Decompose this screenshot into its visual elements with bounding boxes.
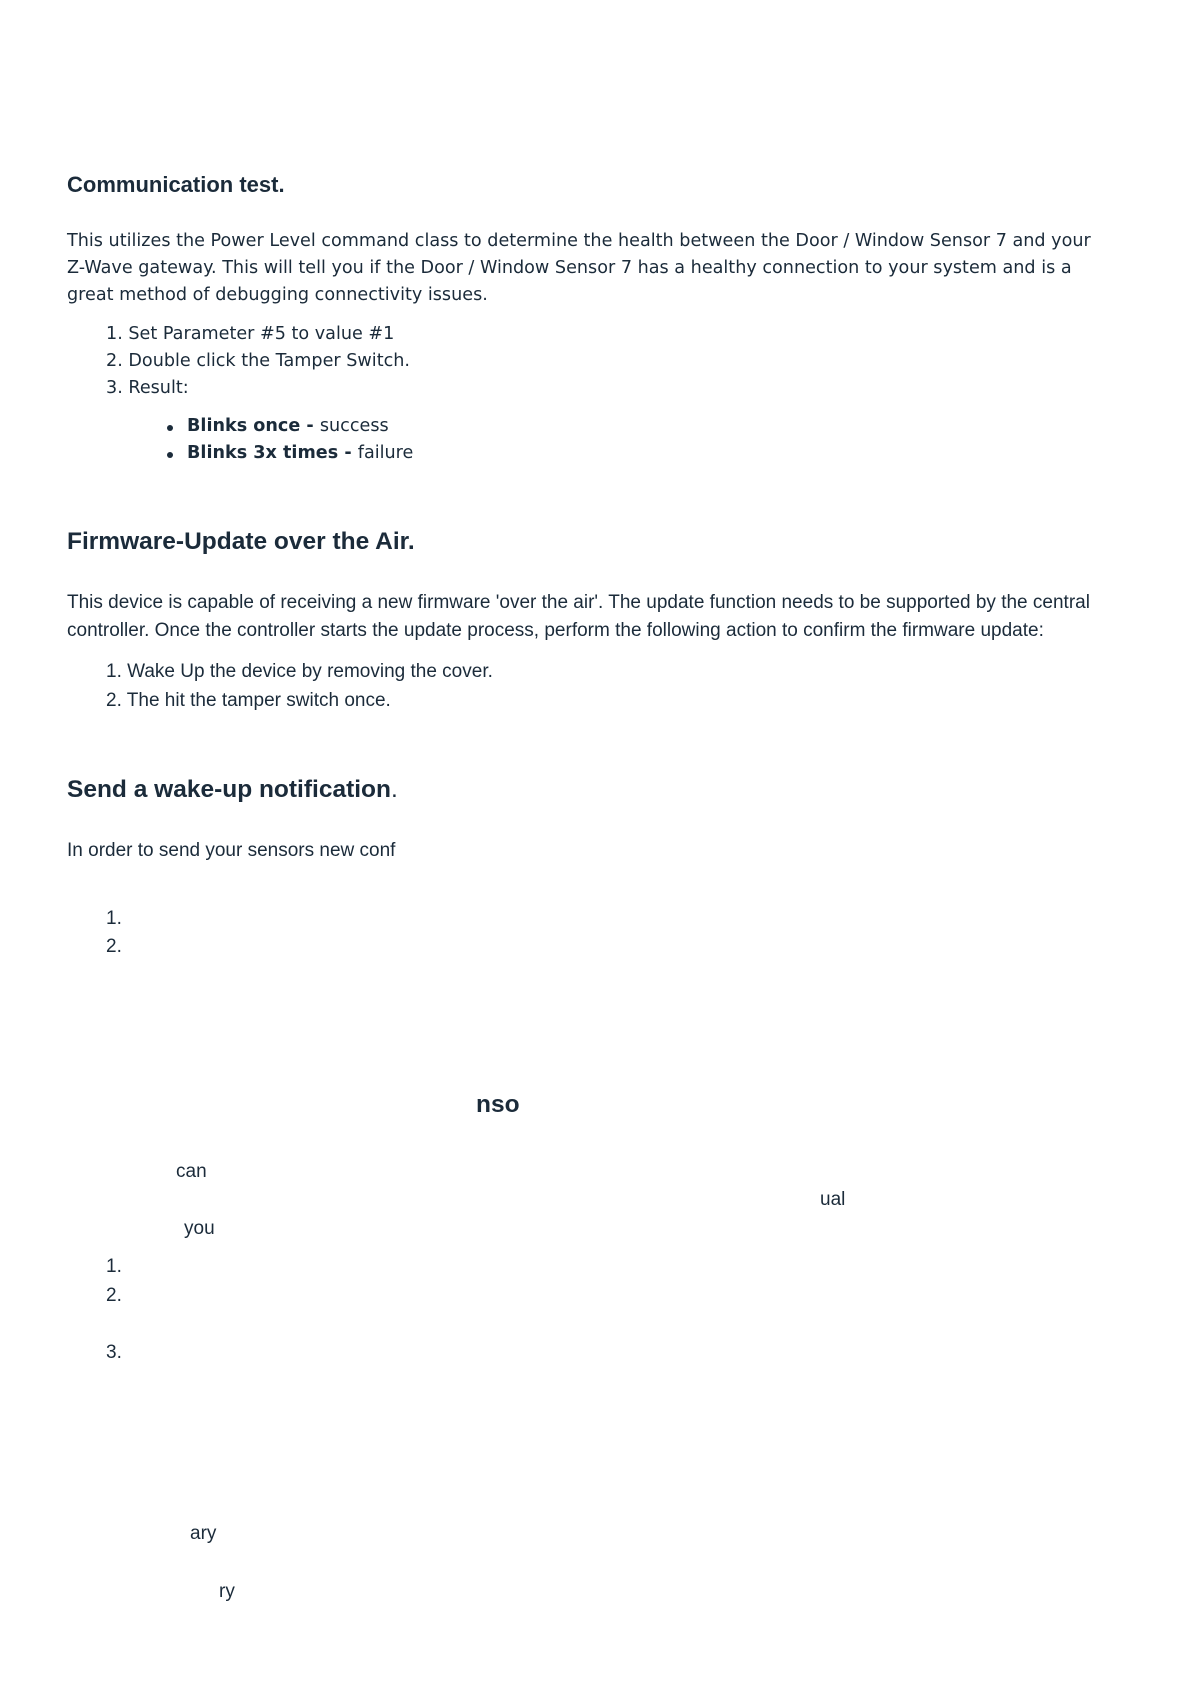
list-item: 2. (106, 936, 122, 957)
text-fragment: you (184, 1218, 215, 1239)
result-label: Blinks 3x times - (187, 443, 358, 463)
text-fragment: ual (820, 1189, 846, 1210)
paragraph-line: controller. Once the controller starts the update process, perform the following action to confirm the firmware update: (67, 620, 1044, 641)
section-title-text: Send a wake-up notification (67, 776, 391, 803)
section-title-communication-test: Communication test. (67, 172, 285, 197)
section-title-wakeup-notification (67, 776, 398, 804)
section-title-fragment: nso (476, 1091, 520, 1118)
list-item: 3. Result: (106, 378, 189, 398)
list-item (187, 416, 389, 436)
list-item: 1. (106, 908, 122, 929)
list-item: 1. (106, 1256, 122, 1277)
list-item: 3. (106, 1342, 122, 1363)
text-fragment: can (176, 1161, 207, 1182)
paragraph-line: This device is capable of receiving a new firmware 'over the air'. The update function needs to be supported by the central (67, 592, 1090, 613)
paragraph-line: Z-Wave gateway. This will tell you if the Door / Window Sensor 7 has a healthy connection to your system and is a (67, 258, 1072, 278)
text-fragment: ary (190, 1523, 217, 1544)
result-value: success (319, 416, 389, 436)
list-item: 1. Wake Up the device by removing the cover. (106, 661, 493, 682)
section-title-suffix: . (390, 776, 398, 803)
text-fragment: ry (219, 1581, 235, 1602)
list-item (187, 443, 413, 463)
paragraph-line: In order to send your sensors new conf (67, 840, 396, 861)
list-item: 2. (106, 1285, 122, 1306)
list-item: 1. Set Parameter #5 to value #1 (106, 324, 395, 344)
list-item: 2. Double click the Tamper Switch. (106, 351, 411, 371)
paragraph-line: great method of debugging connectivity issues. (67, 285, 488, 305)
list-item: 2. The hit the tamper switch once. (106, 690, 391, 711)
result-label: Blinks once - (187, 416, 320, 436)
section-title-firmware-update: Firmware-Update over the Air. (67, 528, 415, 555)
paragraph-line: This utilizes the Power Level command class to determine the health between the Door / Window Sensor 7 and your (67, 231, 1091, 251)
result-value: failure (357, 443, 414, 463)
